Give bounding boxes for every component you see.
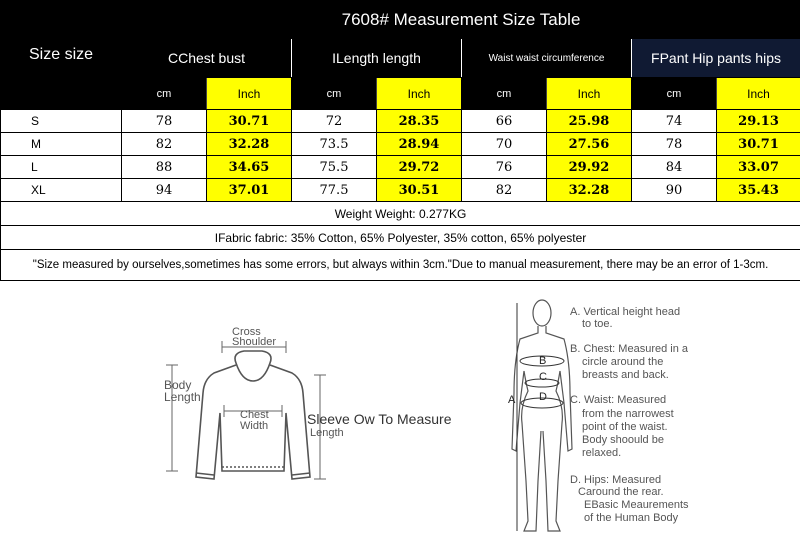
table-cell: 78 [632,133,717,156]
table-cell: 28.35 [377,110,462,133]
table-cell: 90 [632,179,717,202]
table-cell: 29.13 [717,110,800,133]
body-length-label: Body [164,378,192,392]
note-a-line: A. Vertical height head [570,306,681,318]
sleeve-length-label: Length [310,427,344,439]
unit-cm: cm [122,78,207,110]
table-cell: 35.43 [717,179,800,202]
table-cell: 32.28 [207,133,292,156]
table-cell: 34.65 [207,156,292,179]
table-row [1,179,800,202]
table-cell: 29.72 [377,156,462,179]
table-cell: 82 [122,133,207,156]
table-cell: 78 [122,110,207,133]
chest-width-label: Width [240,420,269,432]
fabric-note: IFabric fabric: 35% Cotton, 65% Polyester, 35% cotton, 65% polyester [1,226,800,250]
table-cell: 30.51 [377,179,462,202]
table-cell: 75.5 [292,156,377,179]
size-label: S [1,110,122,133]
unit-cm: cm [292,78,377,110]
note-e-line: EBasic Meaurements [584,499,689,511]
table-cell: 28.94 [377,133,462,156]
group-header-waist: Waist waist circumference [462,39,632,78]
group-header-chest: CChest bust [122,39,292,78]
table-cell: 70 [462,133,547,156]
table-cell: 27.56 [547,133,632,156]
sleeve-measure-label: Sleeve Ow To Measure [307,411,452,427]
body-length-label: Length [164,390,201,404]
note-b-line: circle around the [582,356,664,368]
table-cell: 37.01 [207,179,292,202]
table-row [1,133,800,156]
letter-b: B [539,355,547,367]
garment-labels [164,326,452,439]
note-b-line: B. Chest: Measured in a [570,343,689,355]
table-cell: 32.28 [547,179,632,202]
chest-width-label: Chest [240,409,269,421]
size-label: M [1,133,122,156]
note-a-line: to toe. [582,318,613,330]
group-header-length: ILength length [292,39,462,78]
letter-c: C [539,371,547,383]
note-c-line: from the narrowest [582,408,674,420]
unit-inch: Inch [717,78,800,110]
table-cell: 73.5 [292,133,377,156]
unit-inch: Inch [207,78,292,110]
size-label: XL [1,179,122,202]
unit-inch: Inch [377,78,462,110]
measurement-diagram [0,281,800,557]
table-cell: 72 [292,110,377,133]
table-cell: 33.07 [717,156,800,179]
table-cell: 29.92 [547,156,632,179]
table-cell: 66 [462,110,547,133]
measurement-error-note: "Size measured by ourselves,sometimes has some errors, but always within 3cm."Due to manual measurement, there may be an error of 1-3cm. [1,250,800,281]
note-e-line: of the Human Body [584,512,679,524]
body-notes [570,306,689,524]
cross-shoulder-label: Cross [232,326,261,338]
unit-cm: cm [632,78,717,110]
size-label: L [1,156,122,179]
letter-d: D [539,391,547,403]
table-cell: 25.98 [547,110,632,133]
note-b-line: breasts and back. [582,369,669,381]
table-cell: 77.5 [292,179,377,202]
table-cell: 82 [462,179,547,202]
table-cell: 94 [122,179,207,202]
weight-note: Weight Weight: 0.277KG [1,202,800,226]
group-header-hips: FPant Hip pants hips [632,39,800,78]
table-cell: 30.71 [717,133,800,156]
table-cell: 30.71 [207,110,292,133]
note-c-line: C. Waist: Measured [570,394,667,406]
table-cell: 84 [632,156,717,179]
unit-cm: cm [462,78,547,110]
table-cell: 88 [122,156,207,179]
letter-a: A [508,394,516,406]
table-row [1,110,800,133]
table-cell: 74 [632,110,717,133]
unit-inch: Inch [547,78,632,110]
table-row [1,156,800,179]
note-d-line: Caround the rear. [578,486,664,498]
note-c-line: relaxed. [582,447,622,459]
note-c-line: Body shoould be [582,434,664,446]
note-c-line: point of the waist. [582,421,668,433]
table-title: 7608# Measurement Size Table [122,1,800,39]
body-figure [512,300,572,531]
note-d-line: D. Hips: Measured [570,474,662,486]
size-column-header: Size size [1,1,122,110]
table-cell: 76 [462,156,547,179]
cross-shoulder-label: Shoulder [232,336,277,348]
